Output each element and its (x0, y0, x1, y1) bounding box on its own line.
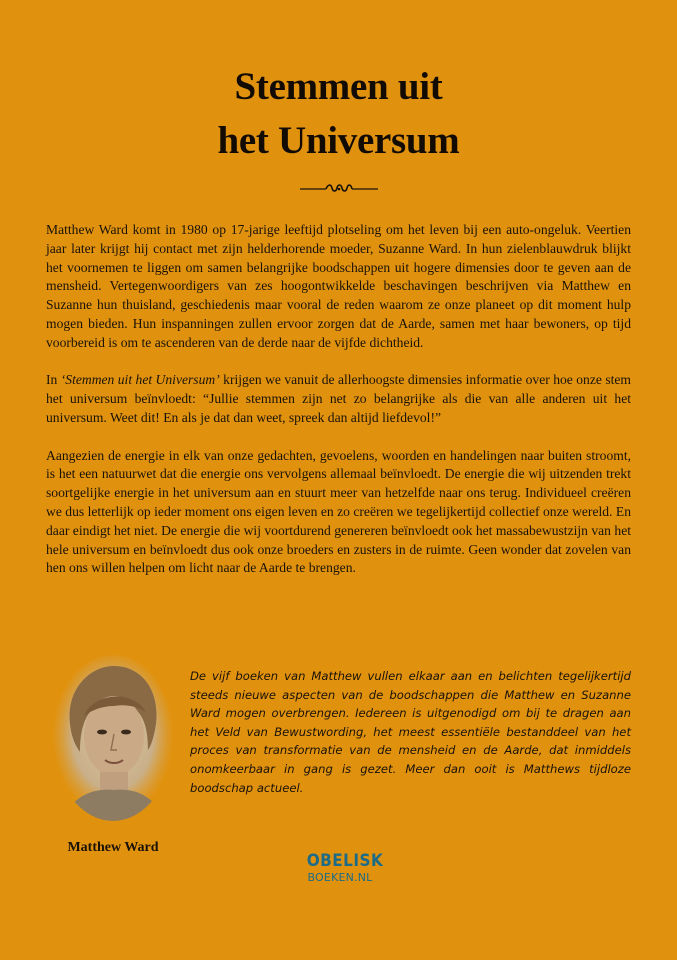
author-portrait-photo (52, 654, 174, 822)
paragraph-quote (46, 371, 631, 427)
publisher-logo-domain: BOEKEN.NL (307, 871, 373, 884)
book-title (0, 60, 677, 168)
ornament-divider-icon (300, 182, 378, 196)
portrait-caption: Matthew Ward (67, 840, 159, 855)
book-title-line-1: Stemmen uit (234, 65, 443, 108)
publisher-logo (303, 851, 384, 891)
book-title-italic: ‘Stemmen uit het Universum’ (60, 372, 220, 388)
paragraph-intro: Matthew Ward komt in 1980 op 17-jarige leeftijd plotseling om het leven bij een auto-ongeluk. Veertien jaar later krijgt hij contact met zijn helderhorende moeder, Suzanne Ward. In hun zielenblauwdruk blijkt het voornemen te liggen om samen belangrijke boodschappen uit hogere dimensies door te geven aan de mensheid. Vertegenwoordigers van zes hoogontwikkelde beschavingen beschrijven via Matthew en Suzanne hun thuisland, geschiedenis maar vooral de reden waarom ze onze planeet op dit moment hulp mogen bieden. Hun inspanningen zullen ervoor zorgen dat de Aarde, samen met haar bewoners, op tijd voorbereid is om te ascenderen van de derde naar de vijfde dichtheid. (46, 222, 631, 350)
series-blurb: De vijf boeken van Matthew vullen elkaar aan en belichten tegelijkertijd steeds nieuwe aspecten van de boodschappen die Matthew en Suzanne Ward mogen overbrengen. Iedereen is uitgenodigd om bij te dragen aan het Veld van Bewustwording, het meest essentiële bestanddeel van het proces van transformatie van de mensheid en de Aarde, dat inmiddels onomkeerbaar in gang is gezet. Meer dan ooit is Matthews tijdloze boodschap actueel. (190, 669, 631, 795)
publisher-logo-name: OBELISK (306, 851, 384, 871)
book-title-line-2: het Universum (217, 119, 460, 162)
paragraph-quote-prefix: In (46, 372, 61, 388)
description-text (46, 221, 631, 578)
paragraph-energy: Aangezien de energie in elk van onze gedachten, gevoelens, woorden en handelingen naar buiten stroomt, is het een natuurwet dat die energie ons vervolgens allemaal beïnvloedt. De energie die wij uitzenden trekt soortgelijke energie in het universum aan en stuurt meer van hetzelfde naar ons terug. Individueel creëren we dus letterlijk op ieder moment ons eigen leven en zo creëren we tegelijkertijd collectief onze wereld. En daar eindigt het niet. De energie die wij voortdurend genereren beïnvloedt ook het massabewustzijn van het hele universum en beïnvloedt dus ook onze broeders en zusters in de ruimte. Geen wonder dat zovelen van hen ons willen helpen om licht naar de Aarde te brengen. (46, 447, 631, 576)
paragraph-quote-rest: krijgen we vanuit de allerhoogste dimensies informatie over hoe onze stem het universum beïnvloedt: “Jullie stemmen zijn net zo belangrijke als die van alle anderen uit het universum. Weet dit! En als je dat dan weet, spreek dan altijd liefdevol!” (46, 372, 631, 425)
